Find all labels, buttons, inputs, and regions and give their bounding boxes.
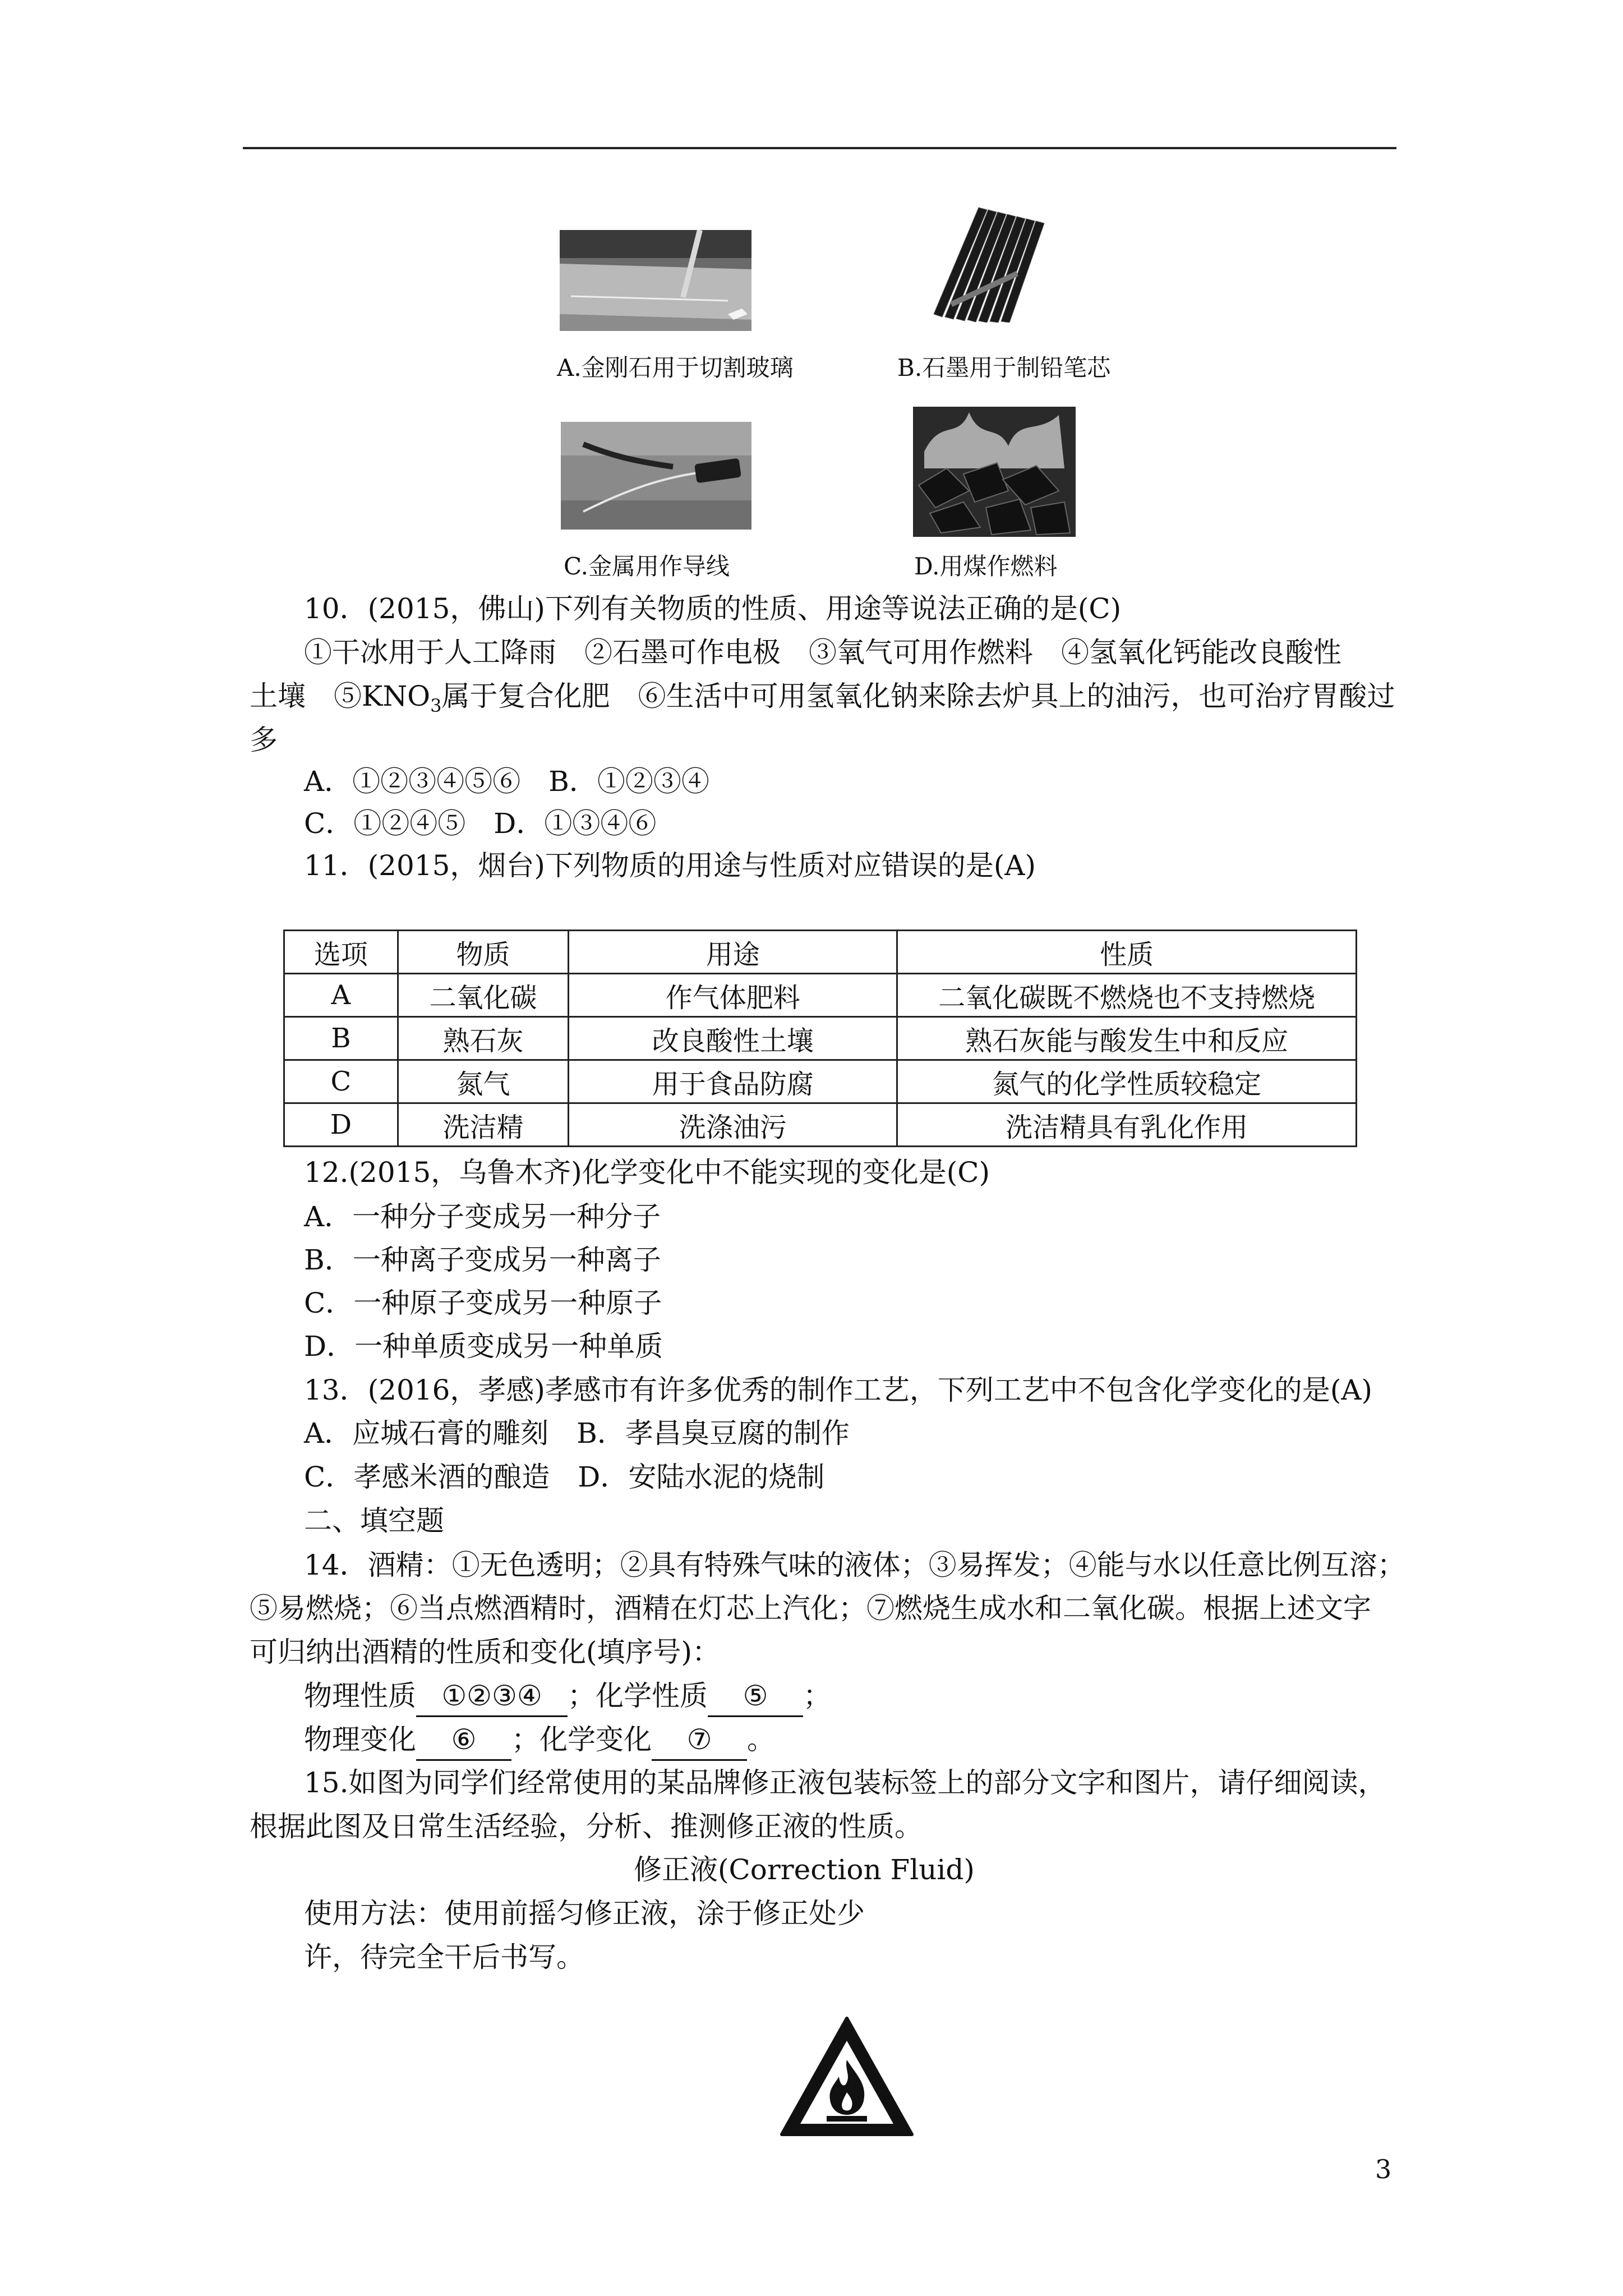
q13-stem: 13．(2016，孝感)孝感市有许多优秀的制作工艺，下列工艺中不包含化学变化的是(A) <box>304 1374 1373 1406</box>
table-cell: 二氧化碳既不燃烧也不支持燃烧 <box>897 974 1357 1017</box>
table-cell: 洗洁精 <box>398 1103 569 1147</box>
table-cell: 改良酸性土壤 <box>569 1017 897 1060</box>
section-heading: 二、填空题 <box>304 1504 444 1537</box>
table-cell: D <box>284 1103 398 1147</box>
table-row <box>284 1103 1357 1147</box>
table-cell: 氮气的化学性质较稳定 <box>897 1060 1357 1103</box>
physical-change-blank: ⑥ <box>416 1720 511 1761</box>
figure-a-caption: A.金刚石用于切割玻璃 <box>557 354 794 381</box>
q14-line1: 14．酒精：①无色透明；②具有特殊气味的液体；③易挥发；④能与水以任意比例互溶； <box>304 1549 1405 1581</box>
table-cell: 熟石灰能与酸发生中和反应 <box>897 1017 1357 1060</box>
q10-options-cd: C．①②④⑤ D．①③④⑥ <box>304 807 657 840</box>
table-row <box>284 974 1357 1017</box>
chemical-property-blank: ⑤ <box>708 1676 803 1717</box>
q12-stem: 12.(2015，乌鲁木齐)化学变化中不能实现的变化是(C) <box>304 1156 990 1189</box>
q13-options-cd: C．孝感米酒的酿造 D．安陆水泥的烧制 <box>304 1461 825 1493</box>
q12-option-c: C．一种原子变成另一种原子 <box>304 1287 662 1319</box>
physical-property-blank: ①②③④ <box>416 1676 568 1717</box>
q13-options-ab: A．应城石膏的雕刻 B．孝昌臭豆腐的制作 <box>304 1417 850 1450</box>
q10-statements-line1: ①干冰用于人工降雨 ②石墨可作电极 ③氧气可用作燃料 ④氢氧化钙能改良酸性 <box>304 636 1341 669</box>
table-row <box>284 1017 1357 1060</box>
q11-table <box>283 930 1357 1147</box>
figure-c-caption: C.金属用作导线 <box>564 553 730 580</box>
header-rule <box>243 147 1396 149</box>
physical-property-label: 物理性质 <box>304 1680 416 1712</box>
q15-line1: 15.如图为同学们经常使用的某品牌修正液包装标签上的部分文字和图片，请仔细阅读， <box>304 1766 1386 1799</box>
figure-d-caption: D.用煤作燃料 <box>914 553 1058 580</box>
pencils-photo <box>925 202 1054 323</box>
q10-statements-line3: 多 <box>250 724 278 756</box>
table-cell: 用于食品防腐 <box>569 1060 897 1103</box>
table-header-cell: 选项 <box>284 931 398 974</box>
table-header-cell: 物质 <box>398 931 569 974</box>
table-cell: 熟石灰 <box>398 1017 569 1060</box>
q10-stem: 10．(2015，佛山)下列有关物质的性质、用途等说法正确的是(C) <box>304 592 1122 625</box>
q14-changes-answer-line: 物理变化 ⑥ ；化学变化 ⑦ 。 <box>304 1720 775 1761</box>
q12-option-b: B．一种离子变成另一种离子 <box>304 1244 661 1276</box>
q12-option-a: A．一种分子变成另一种分子 <box>304 1200 661 1233</box>
q14-line2: ⑤易燃烧；⑥当点燃酒精时，酒精在灯芯上汽化；⑦燃烧生成水和二氧化碳。根据上述文字 <box>250 1592 1371 1625</box>
table-row <box>284 1060 1357 1103</box>
physical-change-label: 物理变化 <box>304 1723 416 1756</box>
q15-line2: 根据此图及日常生活经验，分析、推测修正液的性质。 <box>250 1810 923 1843</box>
q11-stem: 11．(2015，烟台)下列物质的用途与性质对应错误的是(A) <box>304 849 1036 882</box>
chemical-change-label: ；化学变化 <box>511 1723 652 1756</box>
table-cell: 氮气 <box>398 1060 569 1103</box>
table-header-cell: 用途 <box>569 931 897 974</box>
wire-photo <box>561 422 751 530</box>
diamond-cutting-glass-photo <box>560 230 751 331</box>
table-cell: 作气体肥料 <box>569 974 897 1017</box>
table-header-cell: 性质 <box>897 931 1357 974</box>
table-cell: 二氧化碳 <box>398 974 569 1017</box>
q10-statements-line2: 土壤 $⑤KNO_3$属于复合化肥 ⑥生活中可用氢氧化钠来除去炉具上的油污，也可治疗胃酸过 <box>250 680 1395 716</box>
chemical-property-label: ；化学性质 <box>568 1680 708 1712</box>
usage-instructions-line2: 许，待完全干后书写。 <box>304 1941 584 1973</box>
q10-options-ab: A．①②③④⑤⑥ B．①②③④ <box>304 765 709 798</box>
flammable-warning-icon <box>778 2014 916 2140</box>
table-cell: 洗洁精具有乳化作用 <box>897 1103 1357 1147</box>
page-number: 3 <box>1375 2154 1392 2184</box>
figure-b-caption: B.石墨用于制铅笔芯 <box>897 354 1111 381</box>
table-header-row <box>284 931 1357 974</box>
q12-option-d: D．一种单质变成另一种单质 <box>304 1330 663 1363</box>
usage-instructions-line1: 使用方法：使用前摇匀修正液，涂于修正处少 <box>304 1897 865 1930</box>
q14-line3: 可归纳出酒精的性质和变化(填序号)： <box>250 1636 721 1668</box>
correction-fluid-label-title: 修正液(Correction Fluid) <box>634 1853 975 1886</box>
chemical-change-blank: ⑦ <box>652 1720 747 1761</box>
table-cell: C <box>284 1060 398 1103</box>
table-cell: A <box>284 974 398 1017</box>
table-cell: 洗涤油污 <box>569 1103 897 1147</box>
table-cell: B <box>284 1017 398 1060</box>
q14-properties-answer-line: 物理性质 ①②③④ ；化学性质 ⑤ ； <box>304 1676 831 1717</box>
burning-coal-photo <box>913 407 1076 537</box>
